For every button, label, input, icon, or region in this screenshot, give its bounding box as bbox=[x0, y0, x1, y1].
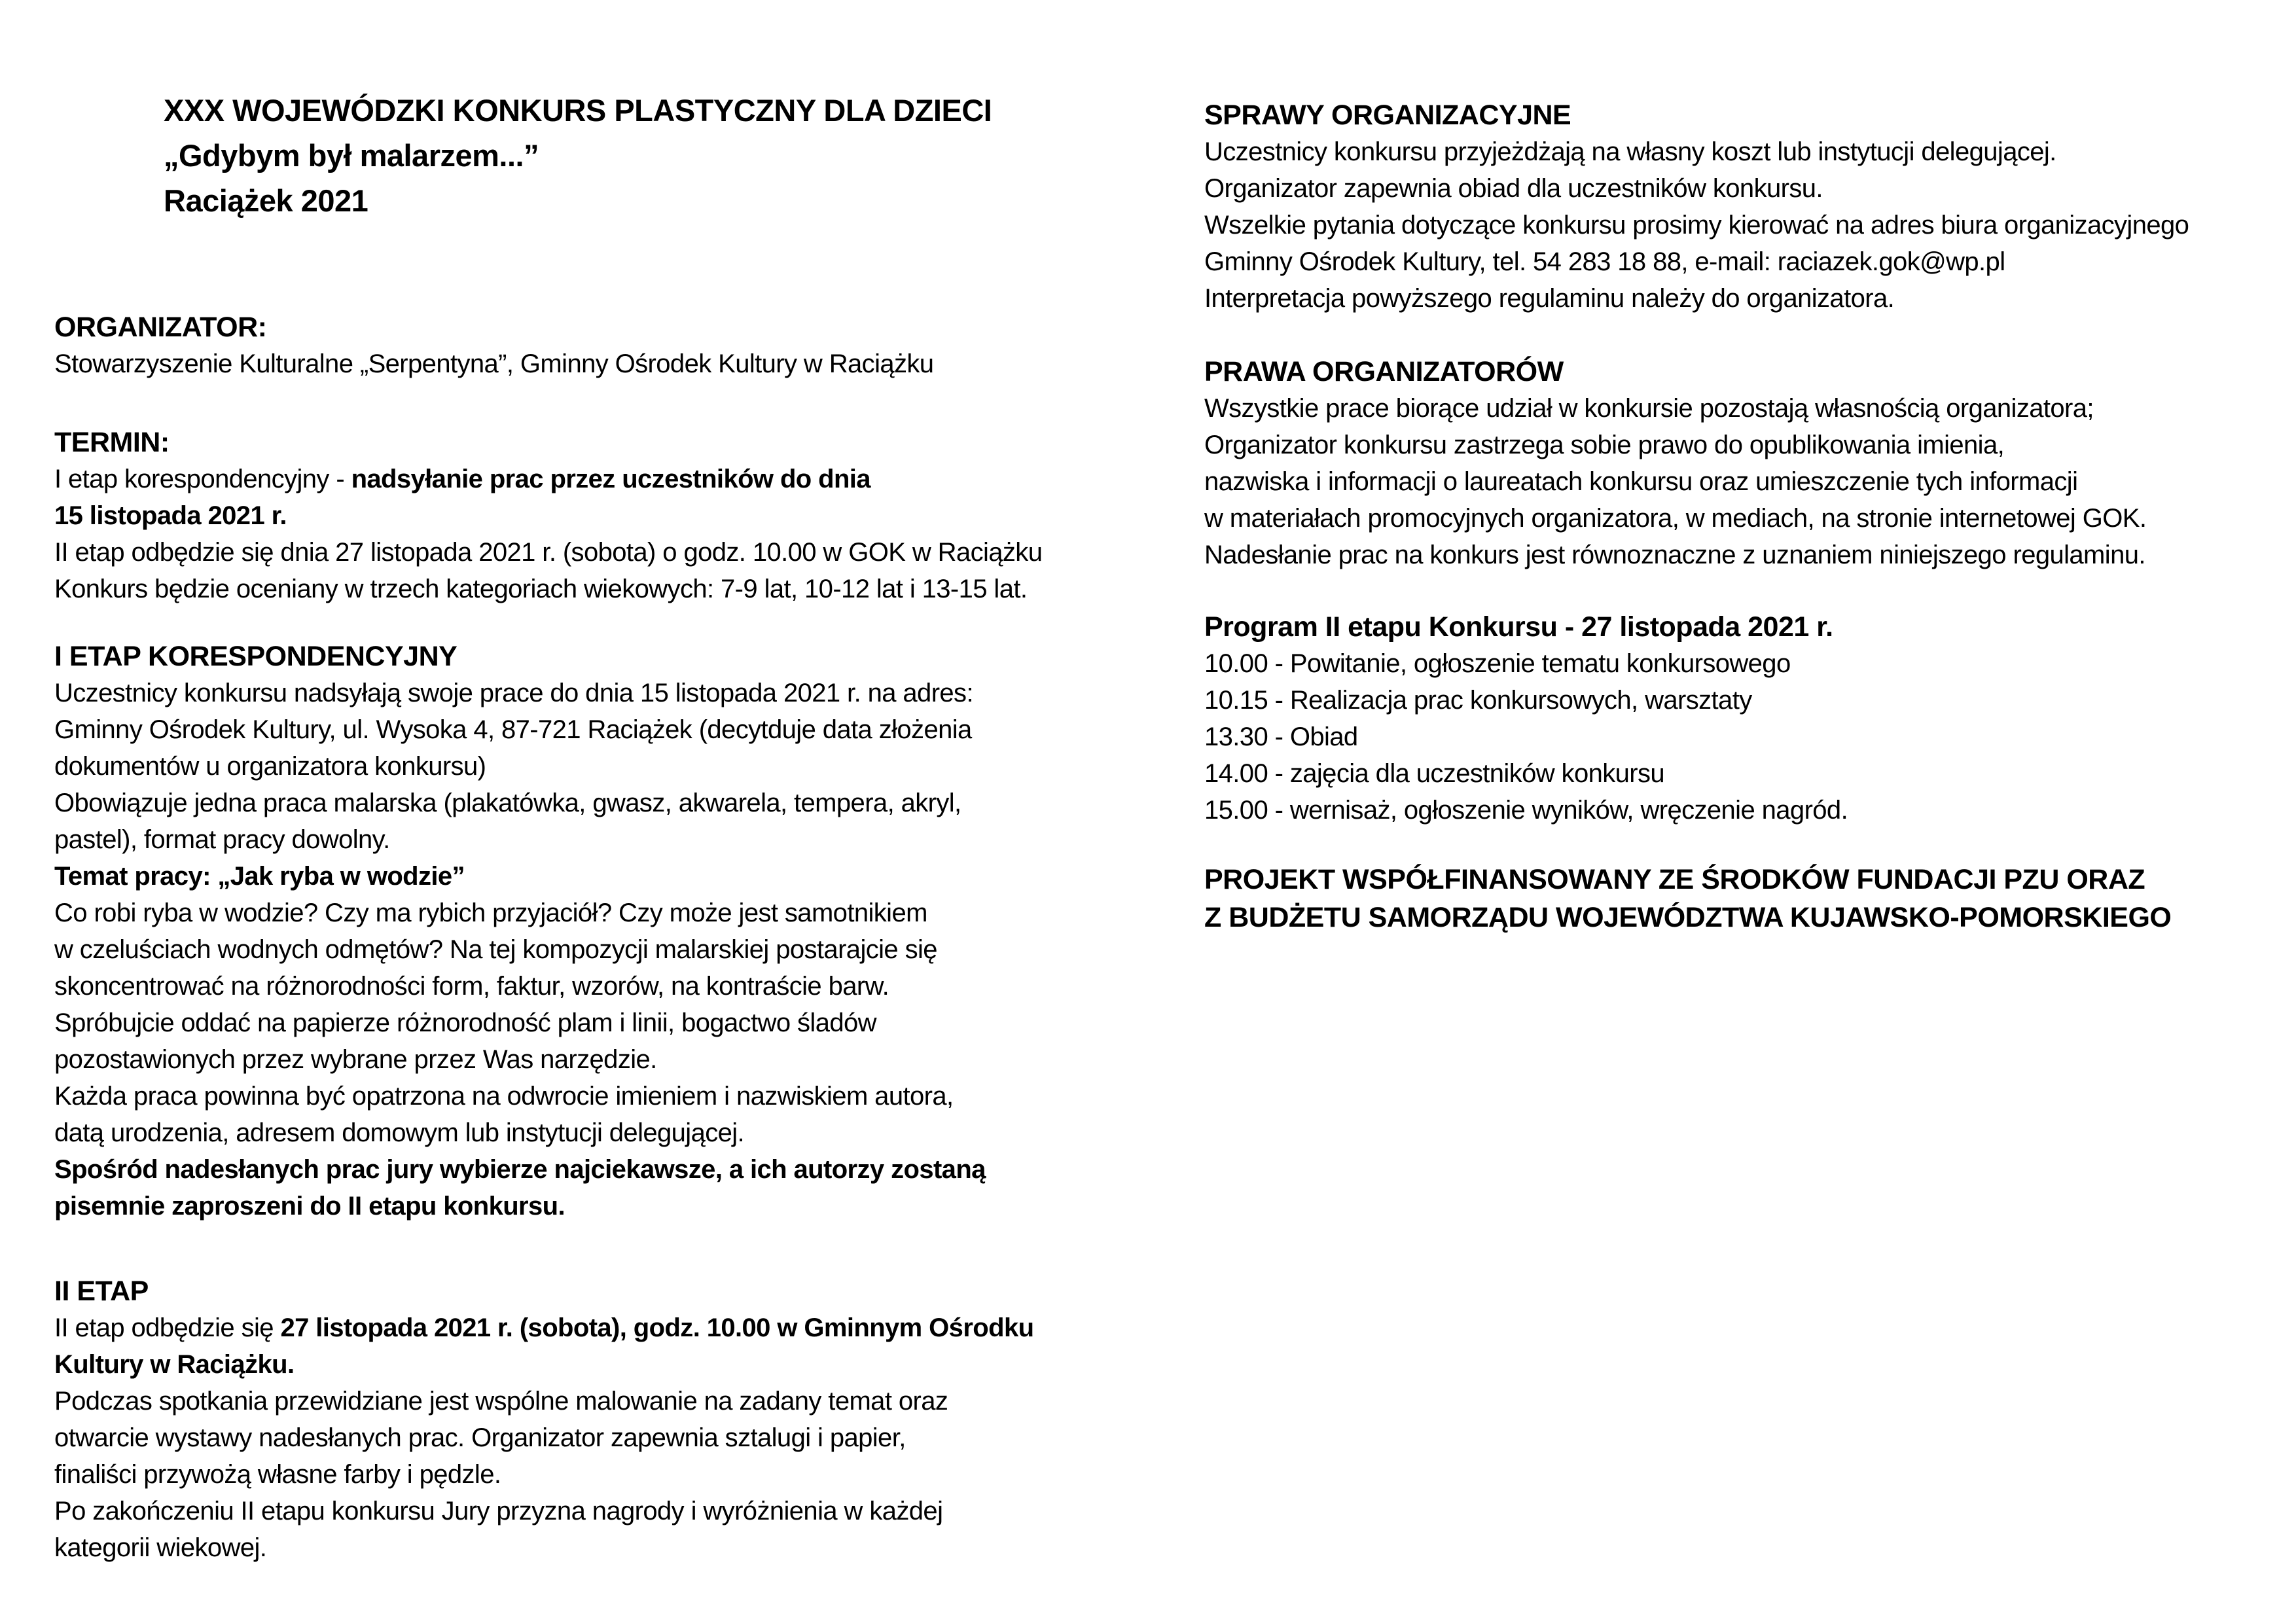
section-projekt-wspolfinansowany bbox=[1204, 861, 2294, 936]
text-run: Co robi ryba w wodzie? Czy ma rybich przyjaciół? Czy może jest samotnikiem bbox=[54, 899, 927, 927]
text-run: 13.30 - Obiad bbox=[1204, 722, 1358, 751]
ii-etap-body bbox=[54, 1310, 1193, 1566]
text-line bbox=[1204, 463, 2294, 500]
section-i-etap-korespondencyjny bbox=[54, 638, 1193, 1224]
text-run: datą urodzenia, adresem domowym lub instytucji delegującej. bbox=[54, 1118, 745, 1147]
text-line bbox=[54, 675, 1193, 711]
text-run: Kultury w Raciążku. bbox=[54, 1350, 295, 1379]
text-run: 15.00 - wernisaż, ogłoszenie wyników, wręczenie nagród. bbox=[1204, 796, 1848, 825]
text-run: Raciążek 2021 bbox=[164, 183, 368, 218]
text-run: pisemnie zaproszeni do II etapu konkursu. bbox=[54, 1192, 565, 1221]
ii-etap-heading: II ETAP bbox=[54, 1275, 149, 1307]
text-run: pozostawionych przez wybrane przez Was narzędzie. bbox=[54, 1045, 657, 1074]
text-run: Podczas spotkania przewidziane jest wspólne malowanie na zadany temat oraz bbox=[54, 1387, 948, 1416]
text-run: „Gdybym był malarzem...” bbox=[164, 138, 539, 173]
text-run: w czeluściach wodnych odmętów? Na tej kompozycji malarskiej postarajcie się bbox=[54, 935, 937, 964]
text-line bbox=[54, 534, 1193, 571]
text-line bbox=[1204, 755, 2294, 792]
text-line bbox=[54, 821, 1193, 858]
text-line bbox=[164, 88, 1193, 133]
text-line bbox=[1204, 243, 2294, 280]
termin-body bbox=[54, 461, 1193, 607]
text-line bbox=[1204, 427, 2294, 463]
text-run: Uczestnicy konkursu nadsyłają swoje prace do dnia 15 listopada 2021 r. na adres: bbox=[54, 679, 973, 707]
text-line bbox=[164, 133, 1193, 178]
text-run: pastel), format pracy dowolny. bbox=[54, 825, 390, 854]
sprawy-body bbox=[1204, 134, 2294, 317]
text-line bbox=[54, 711, 1193, 748]
text-run: II etap odbędzie się bbox=[54, 1313, 281, 1342]
right-column bbox=[1204, 0, 2294, 936]
prawa-heading: PRAWA ORGANIZATORÓW bbox=[1204, 356, 1564, 387]
text-line bbox=[1204, 899, 2294, 936]
projekt-body bbox=[1204, 861, 2294, 936]
prawa-body bbox=[1204, 390, 2294, 573]
organizator-body bbox=[54, 346, 1193, 382]
program-body bbox=[1204, 645, 2294, 829]
text-run: Interpretacja powyższego regulaminu należy do organizatora. bbox=[1204, 284, 1895, 313]
termin-heading: TERMIN: bbox=[54, 427, 170, 458]
text-line bbox=[1204, 134, 2294, 170]
text-run: 15 listopada 2021 r. bbox=[54, 501, 287, 530]
text-line bbox=[54, 1310, 1193, 1346]
text-run: Po zakończeniu II etapu konkursu Jury przyzna nagrody i wyróżnienia w każdej bbox=[54, 1497, 943, 1525]
text-run: Organizator zapewnia obiad dla uczestników konkursu. bbox=[1204, 174, 1823, 203]
text-line bbox=[1204, 390, 2294, 427]
text-line bbox=[54, 497, 1193, 534]
text-line bbox=[1204, 792, 2294, 829]
text-line bbox=[54, 1493, 1193, 1529]
text-line bbox=[164, 178, 1193, 223]
section-organizator bbox=[54, 309, 1193, 382]
text-run: II etap odbędzie się dnia 27 listopada 2021 r. (sobota) o godz. 10.00 w GOK w Raciążku bbox=[54, 538, 1043, 567]
text-run: finaliści przywożą własne farby i pędzle. bbox=[54, 1460, 501, 1489]
text-line bbox=[54, 1151, 1193, 1188]
text-run: w materiałach promocyjnych organizatora, w mediach, na stronie internetowej GOK. bbox=[1204, 504, 2147, 533]
text-line bbox=[1204, 645, 2294, 682]
text-line bbox=[1204, 207, 2294, 243]
text-line bbox=[54, 968, 1193, 1005]
text-run: nadsyłanie prac przez uczestników do dnia bbox=[351, 465, 870, 493]
text-run: dokumentów u organizatora konkursu) bbox=[54, 752, 486, 781]
text-line bbox=[54, 931, 1193, 968]
text-run: kategorii wiekowej. bbox=[54, 1533, 267, 1562]
i-etap-heading: I ETAP KORESPONDENCYJNY bbox=[54, 641, 457, 672]
text-line bbox=[54, 748, 1193, 785]
sprawy-heading: SPRAWY ORGANIZACYJNE bbox=[1204, 99, 1571, 131]
text-run: Organizator konkursu zastrzega sobie prawo do opublikowania imienia, bbox=[1204, 431, 2005, 459]
text-line bbox=[54, 1529, 1193, 1566]
text-run: Temat pracy: „Jak ryba w wodzie” bbox=[54, 862, 465, 891]
text-line bbox=[54, 346, 1193, 382]
text-run: Wszystkie prace biorące udział w konkursie pozostają własnością organizatora; bbox=[1204, 394, 2094, 423]
text-line bbox=[1204, 719, 2294, 755]
text-run: Z BUDŻETU SAMORZĄDU WOJEWÓDZTWA KUJAWSKO-POMORSKIEGO bbox=[1204, 902, 2172, 933]
text-line bbox=[54, 1419, 1193, 1456]
text-line bbox=[54, 785, 1193, 821]
text-line bbox=[54, 1456, 1193, 1493]
i-etap-body bbox=[54, 675, 1193, 1224]
text-run: Gminny Ośrodek Kultury, tel. 54 283 18 88, e-mail: raciazek.gok@wp.pl bbox=[1204, 247, 2005, 276]
text-run: Wszelkie pytania dotyczące konkursu prosimy kierować na adres biura organizacyjnego bbox=[1204, 211, 2189, 240]
text-run: Obowiązuje jedna praca malarska (plakatówka, gwasz, akwarela, tempera, akryl, bbox=[54, 789, 961, 817]
section-termin bbox=[54, 424, 1193, 607]
text-run: Konkurs będzie oceniany w trzech kategoriach wiekowych: 7-9 lat, 10-12 lat i 13-15 lat. bbox=[54, 575, 1028, 603]
text-run: Nadesłanie prac na konkurs jest równoznaczne z uznaniem niniejszego regulaminu. bbox=[1204, 541, 2145, 569]
text-run: Uczestnicy konkursu przyjeżdżają na własny koszt lub instytucji delegującej. bbox=[1204, 137, 2056, 166]
text-run: 27 listopada 2021 r. (sobota), godz. 10.00 w Gminnym Ośrodku bbox=[280, 1313, 1034, 1342]
text-line bbox=[54, 1041, 1193, 1078]
text-line bbox=[54, 1005, 1193, 1041]
program-heading: Program II etapu Konkursu - 27 listopada 2021 r. bbox=[1204, 611, 1833, 643]
text-run: 10.15 - Realizacja prac konkursowych, warsztaty bbox=[1204, 686, 1752, 715]
text-run: XXX WOJEWÓDZKI KONKURS PLASTYCZNY DLA DZIECI bbox=[164, 93, 992, 128]
text-line bbox=[54, 895, 1193, 931]
text-run: otwarcie wystawy nadesłanych prac. Organizator zapewnia sztalugi i papier, bbox=[54, 1423, 906, 1452]
section-sprawy-organizacyjne bbox=[1204, 97, 2294, 317]
text-line bbox=[54, 1188, 1193, 1224]
text-run: Gminny Ośrodek Kultury, ul. Wysoka 4, 87-721 Raciążek (decytduje data złożenia bbox=[54, 715, 972, 744]
document-title bbox=[164, 88, 1193, 223]
section-program-ii-etapu bbox=[1204, 609, 2294, 829]
text-run: PROJEKT WSPÓŁFINANSOWANY ZE ŚRODKÓW FUNDACJI PZU ORAZ bbox=[1204, 864, 2145, 895]
text-line bbox=[54, 1346, 1193, 1383]
text-line bbox=[1204, 537, 2294, 573]
text-run: I etap korespondencyjny - bbox=[54, 465, 351, 493]
text-line bbox=[54, 461, 1193, 497]
text-line bbox=[54, 858, 1193, 895]
section-prawa-organizatorow bbox=[1204, 353, 2294, 573]
text-line bbox=[1204, 170, 2294, 207]
text-line bbox=[54, 1383, 1193, 1419]
text-run: Spróbujcie oddać na papierze różnorodność plam i linii, bogactwo śladów bbox=[54, 1008, 876, 1037]
organizator-heading: ORGANIZATOR: bbox=[54, 312, 267, 343]
text-run: Stowarzyszenie Kulturalne „Serpentyna”, Gminny Ośrodek Kultury w Raciążku bbox=[54, 349, 934, 378]
text-line bbox=[1204, 500, 2294, 537]
text-run: nazwiska i informacji o laureatach konkursu oraz umieszczenie tych informacji bbox=[1204, 467, 2078, 496]
left-column bbox=[54, 0, 1193, 1566]
text-run: 10.00 - Powitanie, ogłoszenie tematu konkursowego bbox=[1204, 649, 1791, 678]
text-run: skoncentrować na różnorodności form, faktur, wzorów, na kontraście barw. bbox=[54, 972, 889, 1001]
text-run: Każda praca powinna być opatrzona na odwrocie imieniem i nazwiskiem autora, bbox=[54, 1082, 954, 1111]
text-line bbox=[1204, 682, 2294, 719]
text-line bbox=[54, 571, 1193, 607]
text-run: Spośród nadesłanych prac jury wybierze najciekawsze, a ich autorzy zostaną bbox=[54, 1155, 986, 1184]
text-run: 14.00 - zajęcia dla uczestników konkursu bbox=[1204, 759, 1665, 788]
text-line bbox=[1204, 280, 2294, 317]
text-line bbox=[54, 1115, 1193, 1151]
text-line bbox=[54, 1078, 1193, 1115]
section-ii-etap bbox=[54, 1273, 1193, 1566]
text-line bbox=[1204, 861, 2294, 899]
